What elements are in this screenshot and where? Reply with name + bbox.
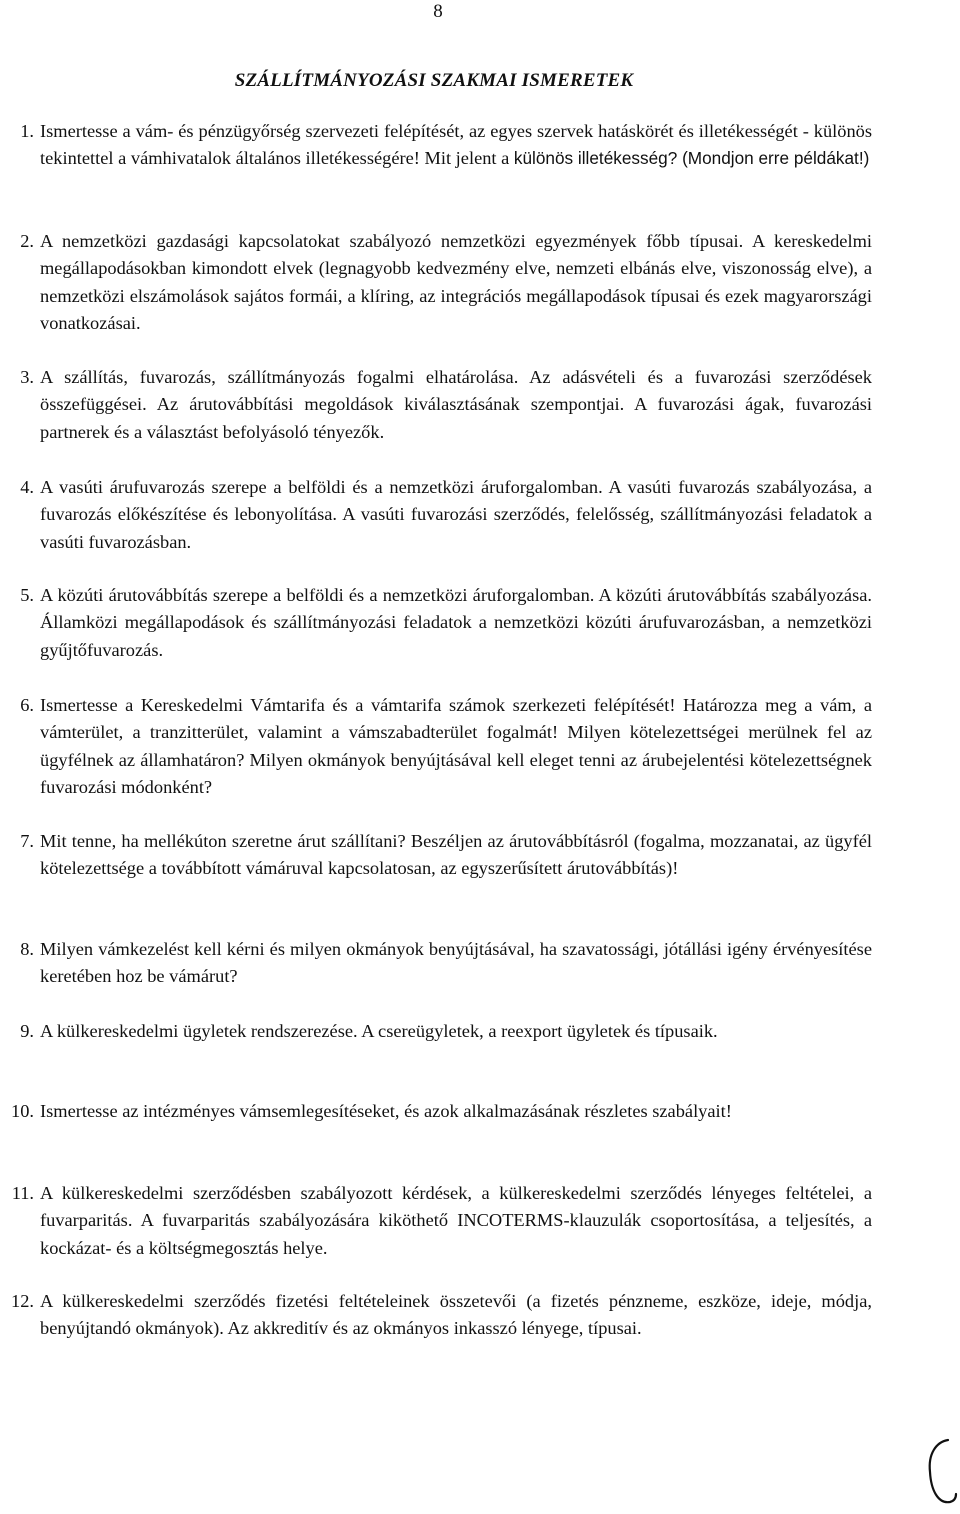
- question-text: A külkereskedelmi szerződésben szabályozott kérdések, a külkereskedelmi szerződés lényeges feltételei, a fuvarparitás. A fuvarparitás szabályozására kiköthető INCOTERMS-klauzulák csoportosítása, a teljesítés, a kockázat- és a költségmegosztás helye.: [40, 1183, 872, 1258]
- question-number: 12.: [11, 1291, 34, 1311]
- question-item-12: [11, 1288, 872, 1343]
- question-item-4: [20, 474, 872, 556]
- question-text: A közúti árutovábbítás szerepe a belföldi és a nemzetközi áruforgalomban. A közúti árutovábbítás szabályozása. Államközi megállapodások és szállítmányozási feladatok a nemzetközi közúti árufuvarozásban, a nemzetközi gyűjtőfuvarozás.: [40, 585, 872, 660]
- question-number: 9.: [20, 1021, 34, 1041]
- question-item-6: [20, 692, 872, 802]
- question-text: A vasúti árufuvarozás szerepe a belföldi és a nemzetközi áruforgalomban. A vasúti fuvarozás szabályozása, a fuvarozás előkészítése és lebonyolítása. A vasúti fuvarozási szerződés, felelősség, szállítmányozási feladatok a vasúti fuvarozásban.: [40, 477, 872, 552]
- question-text: Ismertesse a vám- és pénzügyőrség szervezeti felépítését, az egyes szervek hatáskörét és illetékességét - különös tekintettel a vámhivatalok általános illetékességére! Mit jelent a: [40, 121, 872, 169]
- question-item-1: [20, 118, 872, 173]
- question-text: Mit tenne, ha mellékúton szeretne árut szállítani? Beszéljen az árutovábbításról (fogalma, mozzanatai, az ügyfél kötelezettsége a továbbított vámáruval kapcsolatosan, az egyszerűsített árutovábbítás)!: [40, 831, 872, 879]
- question-number: 8.: [20, 939, 34, 959]
- question-text: A külkereskedelmi ügyletek rendszerezése. A csereügyletek, a reexport ügyletek és típusaik.: [40, 1021, 718, 1041]
- question-text-continuation: A kereskedelmi megállapodásokban kimondott elvek (legnagyobb kedvezmény elve, nemzeti elbánás elve, viszonosság elve), a nemzetközi elszámolások sajátos formái, a klíring, az integrációs megállapodások típusai és ezek magyarországi vonatkozásai.: [40, 231, 872, 334]
- question-text: Milyen vámkezelést kell kérni és milyen okmányok benyújtásával, ha szavatossági, jótállási igény érvényesítése keretében hoz be vámárut?: [40, 939, 872, 987]
- question-number: 2.: [20, 231, 34, 251]
- page-number: 8: [433, 1, 443, 22]
- question-number: 5.: [20, 585, 34, 605]
- question-item-9: [20, 1018, 872, 1045]
- question-number: 6.: [20, 695, 34, 715]
- document-title: SZÁLLÍTMÁNYOZÁSI SZAKMAI ISMERETEK: [234, 70, 634, 91]
- question-number: 4.: [20, 477, 34, 497]
- question-text-continuation: különös illetékesség? (Mondjon erre példákat!): [513, 148, 870, 169]
- question-item-3: [20, 364, 872, 446]
- question-number: 3.: [20, 367, 34, 387]
- handwritten-mark: [918, 1432, 958, 1512]
- question-text: A külkereskedelmi szerződés fizetési feltételeinek összetevői (a fizetés pénzneme, eszköze, ideje, módja, benyújtandó okmányok). Az akkreditív és az okmányos inkasszó lényege, típusai.: [40, 1291, 872, 1339]
- question-number: 1.: [20, 121, 34, 141]
- question-text: Ismertesse a Kereskedelmi Vámtarifa és a vámtarifa számok szerkezeti felépítését! Határozza meg a vám, a vámterület, a tranzitterület, valamint a vámszabadterület fogalmát! Milyen kötelezettségei merülnek fel az ügyfélnek az államhatáron? Milyen okmányok benyújtásával kell eleget tenni az árubejelentési kötelezettségnek fuvarozási módonként?: [40, 695, 872, 798]
- question-item-8: [20, 936, 872, 991]
- question-number: 7.: [20, 831, 34, 851]
- question-text: A szállítás, fuvarozás, szállítmányozás fogalmi elhatárolása. Az adásvételi és a fuvarozási szerződések összefüggései. Az árutovábbítási megoldások kiválasztásának szempontjai. A fuvarozási ágak, fuvarozási partnerek és a választást befolyásoló tényezők.: [40, 367, 872, 442]
- question-text: A nemzetközi gazdasági kapcsolatokat szabályozó nemzetközi egyezmények főbb típusai.: [40, 231, 744, 251]
- question-number: 11.: [11, 1183, 34, 1203]
- question-number: 10.: [11, 1101, 34, 1121]
- question-item-2: [20, 228, 872, 338]
- question-item-5: [20, 582, 872, 664]
- question-text: Ismertesse az intézményes vámsemlegesítéseket, és azok alkalmazásának részletes szabályait!: [40, 1101, 732, 1121]
- question-item-10: [11, 1098, 872, 1125]
- question-item-7: [20, 828, 872, 883]
- question-item-11: [11, 1180, 872, 1262]
